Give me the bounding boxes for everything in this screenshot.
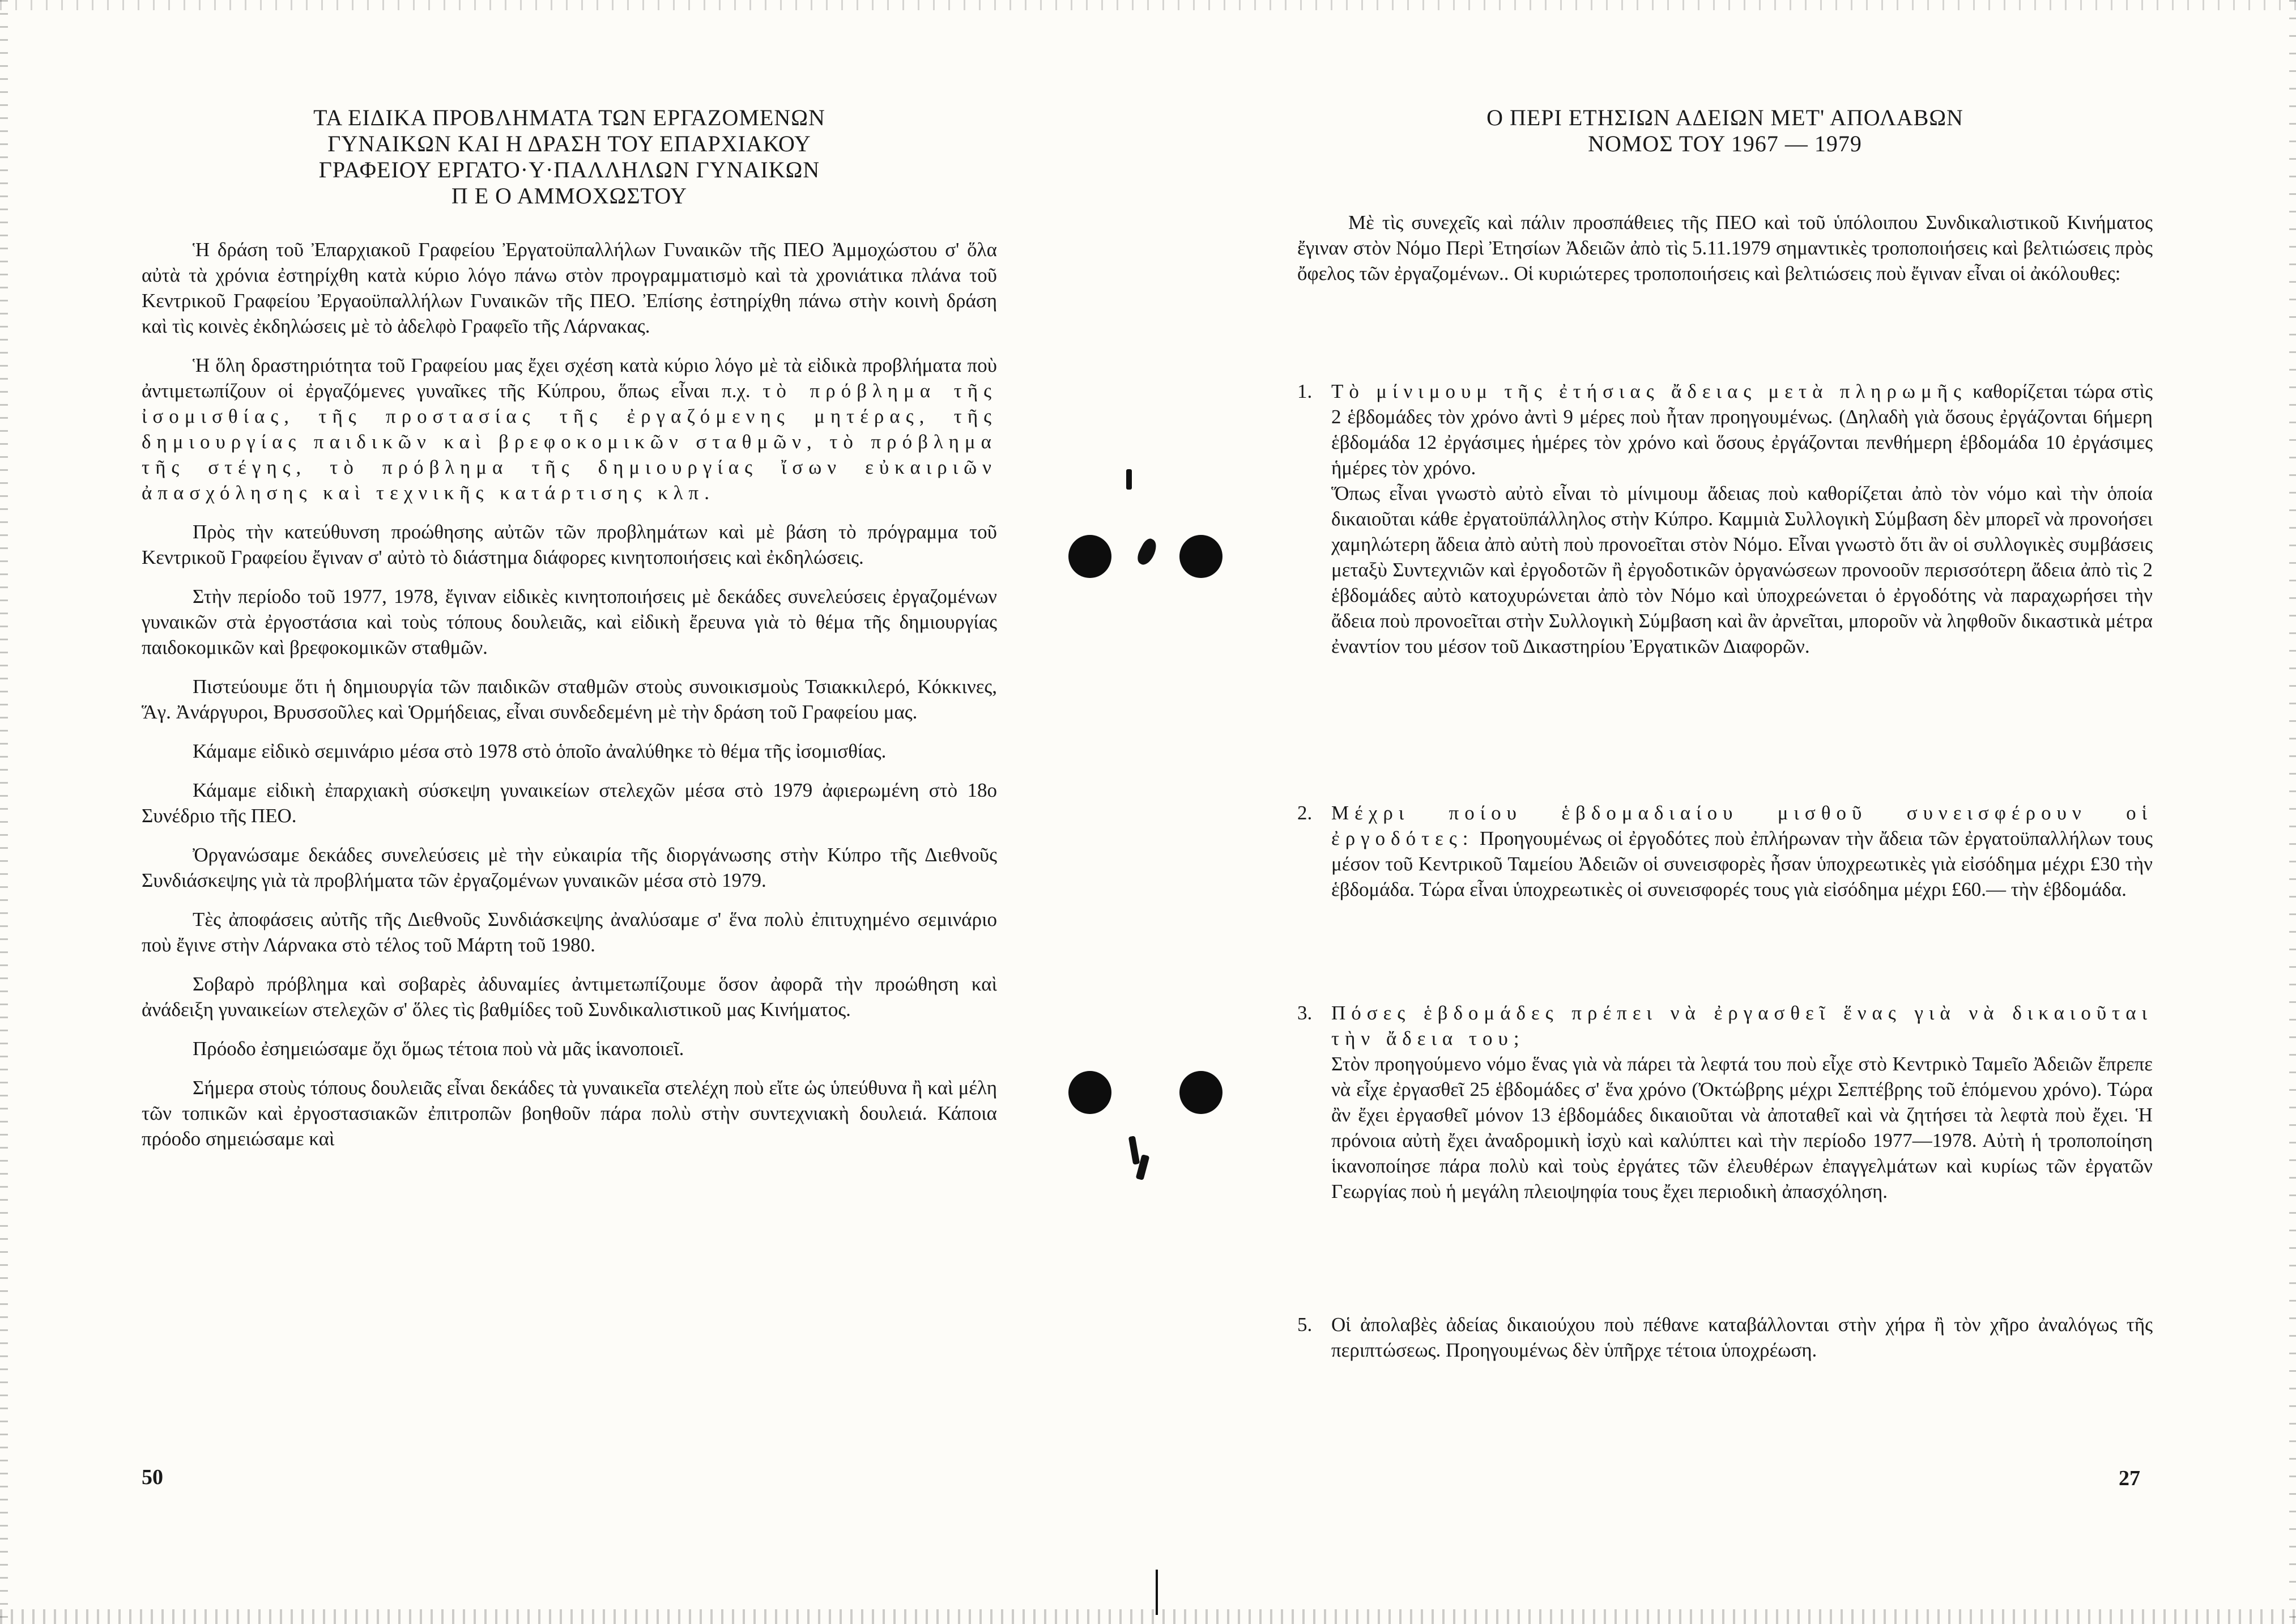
punch-hole <box>1179 1071 1222 1114</box>
list-item-body: Οἱ ἀπολαβὲς ἀδείας δικαιούχου ποὺ πέθανε καταβάλλονται στὴν χήρα ἢ τὸν χῆρο ἀναλόγως τῆς περιπτώσεως. Προηγουμένως δὲν ὑπῆρχε τέτοια ὑποχρέωση. <box>1331 1313 2153 1361</box>
paragraph: Ἡ δράση τοῦ Ἐπαρχιακοῦ Γραφείου Ἐργατοϋπαλλήλων Γυναικῶν τῆς ΠΕΟ Ἀμμοχώστου σ' ὅλα αὐτὰ τὰ χρόνια ἐστηρίχθη κατὰ κύριο λόγο πάνω στὸν προγραμματισμὸ καὶ τὰ χρονιάτικα πλάνα τοῦ Κεντρικοῦ Γραφείου Ἐργαοϋπαλλήλων Γυναικῶν τῆς ΠΕΟ. Ἐπίσης ἐστηρίχθη πάνω στὴν κοινὴ δράση καὶ τὶς κοινὲς ἐκδηλώσεις μὲ τὸ ἀδελφὸ Γραφεῖο τῆς Λάρνακας. <box>142 239 997 337</box>
list-item-body: καθορίζεται τώρα στὶς 2 ἑβδομάδες τὸν χρόνο ἀντὶ 9 μέρες ποὺ ἦταν προηγουμένως. (Δηλαδὴ γιὰ ὅσους ἐργάζονται 6ήμερη ἑβδομάδα 12 ἐργάσιμες ἡμέρες τὸν χρόνο καὶ ὅσους ἐργάζονται πενθήμερη ἑβδομάδα 10 ἐργάσιμες ἡμέρες τὸν χρόνο. <box>1331 380 2153 479</box>
list-item <box>1297 379 2153 659</box>
list-item <box>1297 1312 2153 1363</box>
list-item-number: 5. <box>1297 1313 1313 1336</box>
left-title-line: ΤΑ ΕΙΔΙΚΑ ΠΡΟΒΛΗΜΑΤΑ ΤΩΝ ΕΡΓΑΖΟΜΕΝΩΝ <box>313 105 825 130</box>
paragraph: Στὴν περίοδο τοῦ 1977, 1978, ἔγιναν εἰδικὲς κινητοποιήσεις μὲ δεκάδες συνελεύσεις ἐργαζομένων γυναικῶν στὰ ἐργοστάσια καὶ τοὺς τόπους δουλειᾶς, καὶ εἰδικὴ ἔρευνα γιὰ τὸ θέμα τῆς δημιουργίας παιδοκομικῶν καὶ βρεφοκομικῶν σταθμῶν. <box>142 585 997 658</box>
list-item-heading: Μέχρι ποίου ἑβδομαδιαίου μισθοῦ συνεισφέρουν οἱ ἐργοδότες: <box>1331 802 2153 849</box>
paragraph: Πιστεύουμε ὅτι ἡ δημιουργία τῶν παιδικῶν σταθμῶν στοὺς συνοικισμοὺς Τσιακκιλερό, Κόκκινες, Ἅγ. Ἀνάργυροι, Βρυσσοῦλες καὶ Ὁρμήδειας, εἶναι συνδεδεμένη μὲ τὴν δράση τοῦ Γραφείου μας. <box>142 675 997 723</box>
left-page <box>142 0 997 1624</box>
paragraph: Σήμερα στοὺς τόπους δουλειᾶς εἶναι δεκάδες τὰ γυναικεῖα στελέχη ποὺ εἴτε ὡς ὑπεύθυνα ἢ καὶ μέλη τῶν τοπικῶν καὶ ἐργοστασιακῶν ἐπιτροπῶν βοηθοῦν πάρα πολὺ στὴν συντεχνιακὴ δουλειά. Κάποια πρόοδο σημειώσαμε καὶ <box>142 1077 997 1150</box>
paragraph: Τὲς ἀποφάσεις αὐτῆς τῆς Διεθνοῦς Συνδιάσκεψης ἀναλύσαμε σ' ἕνα πολὺ ἐπιτυχημένο σεμινάριο ποὺ ἔγινε στὴν Λάρνακα στὸ τέλος τοῦ Μάρτη τοῦ 1980. <box>142 908 997 956</box>
paragraph: Ὀργανώσαμε δεκάδες συνελεύσεις μὲ τὴν εὐκαιρία τῆς διοργάνωσης στὴν Κύπρο τῆς Διεθνοῦς Συνδιάσκεψης γιὰ τὰ προβλήματα τῶν ἐργαζομένων γυναικῶν μέσα στὸ 1979. <box>142 844 997 891</box>
paragraph <box>142 352 997 505</box>
paragraph: Πρὸς τὴν κατεύθυνση προώθησης αὐτῶν τῶν προβλημάτων καὶ μὲ βάση τὸ πρόγραμμα τοῦ Κεντρικοῦ Γραφείου ἔγιναν σ' αὐτὸ τὸ διάστημα διάφορες κινητοποιήσεις καὶ ἐκδηλώσεις. <box>142 521 997 568</box>
punch-hole <box>1179 535 1222 578</box>
list-item-number: 2. <box>1297 802 1313 824</box>
list-item-number: 3. <box>1297 1002 1313 1024</box>
scan-edge-right <box>2289 0 2296 1624</box>
left-page-body <box>142 237 997 1165</box>
paragraph: Σοβαρὸ πρόβλημα καὶ σοβαρὲς ἀδυναμίες ἀντιμετωπίζουμε ὅσον ἀφορᾶ τὴν προώθηση καὶ ἀνάδειξη γυναικείων στελεχῶν σ' ὅλες τὶς βαθμίδες τοῦ Συνδικαλιστικοῦ μας Κινήματος. <box>142 973 997 1021</box>
punch-hole <box>1068 1071 1111 1114</box>
left-title-line: ΓΥΝΑΙΚΩΝ ΚΑΙ Η ΔΡΑΣΗ ΤΟΥ ΕΠΑΡΧΙΑΚΟΥ <box>327 131 811 156</box>
left-page-title <box>142 105 997 209</box>
punch-hole <box>1068 535 1111 578</box>
list-item-number: 1. <box>1297 380 1313 402</box>
right-page <box>1297 0 2153 1624</box>
right-title-line: ΝΟΜΟΣ ΤΟΥ 1967 — 1979 <box>1588 131 1862 156</box>
list-item-body: Προηγουμένως οἱ ἐργοδότες ποὺ ἐπλήρωναν τὴν ἄδεια τῶν ἐργατοϋπαλλήλων τους μέσον τοῦ Κεντρικοῦ Ταμείου Ἀδειῶν οἱ συνεισφορὲς ἦσαν ὑποχρεωτικὲς γιὰ εἰσόδημα μέχρι £30 τὴν ἑβδομάδα. Τώρα εἶναι ὑποχρεωτικὲς οἱ συνεισφορές τους γιὰ εἰσόδημα μέχρι £60.— τὴν ἑβδομάδα. <box>1331 827 2153 900</box>
right-page-intro <box>1297 210 2153 286</box>
ink-blot <box>1156 1570 1158 1615</box>
paragraph-intro: Ἡ ὅλη δραστηριότητα τοῦ Γραφείου μας ἔχει σχέση κατὰ κύριο λόγο μὲ τὰ εἰδικὰ προβλήματα ποὺ ἀντιμετωπίζουν οἱ ἐργαζόμενες γυναῖκες τῆς Κύπρου, ὅπως εἶναι π.χ. <box>142 354 997 402</box>
right-page-title <box>1297 105 2153 157</box>
intro-paragraph: Μὲ τὶς συνεχεῖς καὶ πάλιν προσπάθειες τῆς ΠΕΟ καὶ τοῦ ὑπόλοιπου Συνδικαλιστικοῦ Κινήματος ἔγιναν στὸν Νόμο Περὶ Ἐτησίων Ἀδειῶν ἀπὸ τὶς 5.11.1979 σημαντικὲς τροποποιήσεις καὶ βελτιώσεις πρὸς ὄφελος τῶν ἐργαζομένων.. Οἱ κυριώτερες τροποποιήσεις καὶ βελτιώσεις ποὺ ἔγιναν εἶναι οἱ ἀκόλουθες: <box>1297 211 2153 284</box>
paragraph-spaced-text: τὸ πρόβλημα τῆς ἰσομισθίας, τῆς προστασίας τῆς ἐργαζόμενης μητέρας, τῆς δημιουργίας παιδικῶν καὶ βρεφοκομικῶν σταθμῶν, τὸ πρόβλημα τῆς στέγης, τὸ πρόβλημα τῆς δημιουργίας ἴσων εὐκαιριῶν ἀπασχόλησης καὶ τεχνικῆς κατάρτισης κλπ. <box>142 380 997 504</box>
right-title-line: Ο ΠΕΡΙ ΕΤΗΣΙΩΝ ΑΔΕΙΩΝ ΜΕΤ' ΑΠΟΛΑΒΩΝ <box>1486 105 1963 130</box>
left-title-line: Π Ε Ο ΑΜΜΟΧΩΣΤΟΥ <box>451 183 688 209</box>
right-page-number: 27 <box>2119 1466 2140 1490</box>
ink-blot <box>1126 469 1132 490</box>
ink-blot <box>1134 537 1160 568</box>
list-item <box>1297 800 2153 902</box>
list-item-heading: Πόσες ἑβδομάδες πρέπει νὰ ἐργασθεῖ ἕνας γιὰ νὰ δικαιοῦται τὴν ἄδεια του; <box>1331 1002 2153 1049</box>
list-item <box>1297 1000 2153 1204</box>
list-item-body: Στὸν προηγούμενο νόμο ἕνας γιὰ νὰ πάρει τὰ λεφτά του ποὺ εἶχε στὸ Κεντρικὸ Ταμεῖο Ἀδειῶν ἔπρεπε νὰ εἶχε ἐργασθεῖ 25 ἑβδομάδες σ' ἕνα χρόνο (Ὀκτώβρης μέχρι Σεπτέβρης τοῦ ἑπόμενου χρόνο). Τώρα ἂν ἔχει ἐργασθεῖ μόνον 13 ἑβδομάδες δικαιοῦται νὰ ἀποταθεῖ καὶ νὰ ζητήσει τὰ λεφτὰ ποὺ ἔχει. Ἡ πρόνοια αὐτὴ ἔχει ἀναδρομικὴ ἰσχὺ καὶ καλύπτει καὶ τὴν περίοδο 1977—1978. Αὐτὴ ἡ τροποποίηση ἱκανοποίησε πάρα πολὺ καὶ τοὺς ἐργάτες τῶν ἐλευθέρων ἐπαγγελμάτων καὶ κυρίως τῶν ἐργατῶν Γεωργίας ποὺ ἡ μεγάλη πλειοψηφία τους ἔχει περιοδικὴ ἀπασχόληση. <box>1331 1053 2153 1202</box>
ink-blot <box>1128 1136 1140 1164</box>
scan-edge-left <box>0 0 8 1624</box>
paragraph: Πρόοδο ἐσημειώσαμε ὄχι ὅμως τέτοια ποὺ νὰ μᾶς ἱκανοποιεῖ. <box>193 1038 684 1060</box>
left-page-number: 50 <box>142 1465 163 1489</box>
list-item-text <box>1331 379 2153 481</box>
left-title-line: ΓΡΑΦΕΙΟΥ ΕΡΓΑΤΟ·Υ·ΠΑΛΛΗΛΩΝ ΓΥΝΑΙΚΩΝ <box>318 157 820 182</box>
paragraph: Κάμαμε εἰδικὴ ἐπαρχιακὴ σύσκεψη γυναικείων στελεχῶν μέσα στὸ 1979 ἀφιερωμένη στὸ 18ο Συνέδριο τῆς ΠΕΟ. <box>142 779 997 827</box>
list-item-body-continued: Ὅπως εἶναι γνωστὸ αὐτὸ εἶναι τὸ μίνιμουμ ἄδειας ποὺ καθορίζεται ἀπὸ τὸν νόμο καὶ τὴν ὁποία δικαιοῦται κάθε ἐργατοϋπάλληλος στὴν Κύπρο. Καμμιὰ Συλλογικὴ Σύμβαση δὲν μπορεῖ νὰ προνοήσει χαμηλώτερη ἄδεια ἀπὸ αὐτὴ ποὺ προνοεῖται στὸν Νόμο. Εἶναι γνωστὸ ὅτι ἂν οἱ συλλογικὲς συμβάσεις μεταξὺ Συντεχνιῶν καὶ ἐργοδοτῶν ἢ ἐργοδοτικῶν ὀργανώσεων προνοοῦν περισσότερη ἄδεια ἀπὸ τὶς 2 ἑβδομάδες αὐτὸ κατοχυρώνεται ἀπὸ τὸν Νόμο καὶ ὑποχρεώνεται ὁ ἐργοδότης νὰ παραχωρήσει τὴν ἄδεια ποὺ προνοεῖται στὴν Συλλογικὴ Σύμβαση καὶ ἂν ἀρνεῖται, μποροῦν νὰ ληφθοῦν δικαστικὰ μέτρα ἐναντίον του μέσον τοῦ Δικαστηρίου Ἐργατικῶν Διαφορῶν. <box>1331 482 2153 657</box>
paragraph: Κάμαμε εἰδικὸ σεμινάριο μέσα στὸ 1978 στὸ ὁποῖο ἀναλύθηκε τὸ θέμα τῆς ἰσομισθίας. <box>193 740 887 762</box>
list-item-text <box>1331 800 2153 902</box>
list-item-heading: Τὸ μίνιμουμ τῆς ἐτήσιας ἄδειας μετὰ πληρωμῆς <box>1331 380 1967 402</box>
